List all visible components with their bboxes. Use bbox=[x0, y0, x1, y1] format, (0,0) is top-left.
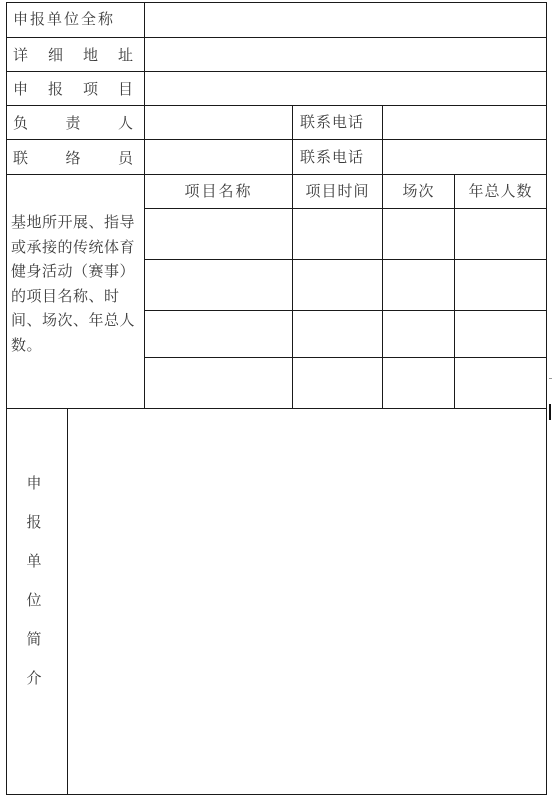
unit-intro-label-char: 单 bbox=[26, 552, 42, 570]
activities-header-annual-total: 年总人数 bbox=[468, 182, 533, 200]
liaison-phone-label: 联系电话 bbox=[300, 148, 365, 166]
row-divider-4 bbox=[6, 139, 547, 140]
liaison-label-char: 联 bbox=[13, 148, 29, 167]
person-in-charge-field[interactable] bbox=[146, 107, 291, 138]
unit-intro-label-char: 报 bbox=[26, 513, 42, 531]
form-bottom-border bbox=[6, 794, 547, 795]
person-in-charge-phone-label: 联系电话 bbox=[300, 113, 365, 131]
activities-description: 基地所开展、指导或承接的传统体育健身活动（赛事）的项目名称、时间、场次、年总人数。 bbox=[11, 213, 136, 354]
person-in-charge-phone-field[interactable] bbox=[384, 107, 545, 138]
activities-cell[interactable] bbox=[145, 358, 292, 408]
row-divider-1 bbox=[6, 37, 547, 38]
activities-bottom-border bbox=[6, 408, 547, 409]
activities-cell[interactable] bbox=[293, 311, 382, 357]
liaison-label bbox=[13, 149, 133, 167]
unit-intro-label-char: 位 bbox=[26, 591, 42, 609]
liaison-label-char: 络 bbox=[65, 148, 81, 167]
person-in-charge-label-char: 人 bbox=[117, 113, 133, 132]
unit-intro-label-char: 介 bbox=[26, 669, 42, 687]
liaison-phone-field[interactable] bbox=[384, 141, 545, 173]
activities-cell[interactable] bbox=[293, 209, 382, 259]
detailed-address-label-char: 地 bbox=[82, 45, 98, 64]
activities-header-sessions: 场次 bbox=[402, 182, 435, 200]
unit-intro-label-char: 申 bbox=[26, 474, 42, 492]
form-right-border bbox=[546, 2, 547, 795]
application-project-label bbox=[13, 80, 133, 98]
activities-cell[interactable] bbox=[383, 260, 454, 310]
detailed-address-label-char: 细 bbox=[47, 45, 63, 64]
row-divider-2 bbox=[6, 71, 547, 72]
unit-intro-label-char: 简 bbox=[26, 630, 42, 648]
page-edge-mark bbox=[549, 404, 551, 420]
phone-label-right-divider bbox=[382, 105, 383, 175]
activities-header-project-time: 项目时间 bbox=[305, 182, 370, 200]
activities-cell[interactable] bbox=[455, 260, 546, 310]
application-project-field[interactable] bbox=[146, 73, 545, 104]
unit-intro-field[interactable] bbox=[69, 410, 545, 793]
activities-cell[interactable] bbox=[293, 358, 382, 408]
activities-cell[interactable] bbox=[383, 209, 454, 259]
liaison-field[interactable] bbox=[146, 141, 291, 173]
activities-cell[interactable] bbox=[145, 209, 292, 259]
activities-cell[interactable] bbox=[293, 260, 382, 310]
unit-full-name-field[interactable] bbox=[146, 4, 545, 36]
activities-header-project-name: 项目名称 bbox=[184, 182, 253, 200]
row-divider-3 bbox=[6, 105, 547, 106]
detailed-address-label bbox=[13, 46, 133, 64]
liaison-label-char: 员 bbox=[117, 148, 133, 167]
phone-label-left-divider bbox=[292, 105, 293, 175]
application-project-label-char: 目 bbox=[117, 79, 133, 98]
activities-cell[interactable] bbox=[145, 260, 292, 310]
detailed-address-label-char: 址 bbox=[117, 45, 133, 64]
person-in-charge-label-char: 责 bbox=[65, 113, 81, 132]
person-in-charge-label-char: 负 bbox=[13, 113, 29, 132]
detailed-address-label-char: 详 bbox=[13, 45, 29, 64]
detailed-address-field[interactable] bbox=[146, 39, 545, 70]
activities-cell[interactable] bbox=[383, 358, 454, 408]
application-project-label-char: 报 bbox=[47, 79, 63, 98]
form-top-border bbox=[6, 2, 547, 3]
unit-full-name-label: 申报单位全称 bbox=[13, 10, 116, 28]
unit-intro-label bbox=[0, 475, 68, 687]
activities-cell[interactable] bbox=[455, 358, 546, 408]
activities-cell[interactable] bbox=[455, 209, 546, 259]
activities-cell[interactable] bbox=[383, 311, 454, 357]
application-project-label-char: 申 bbox=[13, 79, 29, 98]
activities-cell[interactable] bbox=[145, 311, 292, 357]
activities-cell[interactable] bbox=[455, 311, 546, 357]
person-in-charge-label bbox=[13, 114, 133, 132]
application-project-label-char: 项 bbox=[82, 79, 98, 98]
